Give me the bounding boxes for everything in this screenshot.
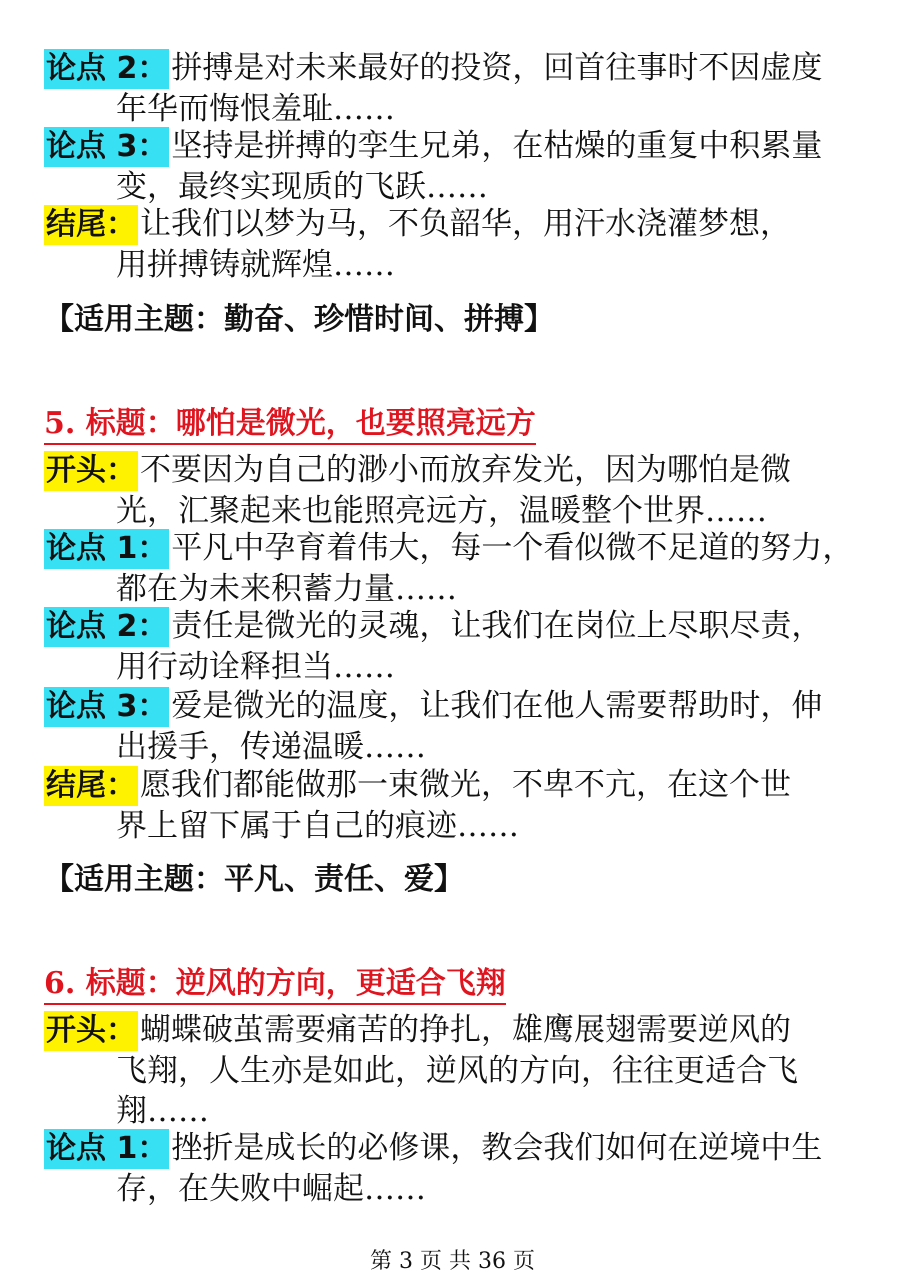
- argument-tag: 论点 3：: [44, 687, 169, 727]
- opening-entry: [44, 450, 864, 531]
- entry-continuation: 用行动诠释担当……: [116, 649, 395, 685]
- entry-continuation: 年华而悔恨羞耻……: [116, 91, 395, 127]
- entry-first-line: [44, 765, 864, 806]
- entry-continuation: 光，汇聚起来也能照亮远方，温暖整个世界……: [116, 493, 767, 529]
- ending-entry: [44, 204, 864, 285]
- section-title-text: 6. 标题：逆风的方向，更适合飞翔: [44, 966, 506, 1001]
- entry-text: 蝴蝶破茧需要痛苦的挣扎，雄鹰展翅需要逆风的: [140, 1012, 791, 1048]
- opening-tag: 开头：: [44, 1011, 138, 1051]
- entry-text: 愿我们都能做那一束微光，不卑不亢，在这个世: [140, 767, 791, 803]
- entry-continuation: 用拼搏铸就辉煌……: [116, 247, 395, 283]
- argument-1-entry: [44, 1128, 864, 1209]
- section-title: [44, 405, 536, 445]
- argument-3-entry: [44, 126, 864, 207]
- entry-continuation: 存，在失败中崛起……: [116, 1171, 426, 1207]
- entry-text: 不要因为自己的渺小而放弃发光，因为哪怕是微: [140, 452, 791, 488]
- entry-first-line: [44, 48, 864, 89]
- ending-entry: [44, 765, 864, 846]
- title-underline: [44, 443, 536, 445]
- opening-tag: 开头：: [44, 451, 138, 491]
- entry-text: 让我们以梦为马，不负韶华，用汗水浇灌梦想，: [140, 206, 791, 242]
- entry-text: 坚持是拼搏的孪生兄弟，在枯燥的重复中积累量: [171, 128, 823, 164]
- applicable-theme: 【适用主题：勤奋、珍惜时间、拼搏】: [44, 302, 554, 337]
- entry-continuation: 变，最终实现质的飞跃……: [116, 169, 488, 205]
- entry-first-line: [44, 1010, 864, 1051]
- entry-first-line: [44, 686, 864, 727]
- section-title: [44, 965, 506, 1005]
- entry-first-line: [44, 606, 864, 647]
- entry-continuation: 飞翔，人生亦是如此，逆风的方向，往往更适合飞: [116, 1053, 798, 1089]
- argument-1-entry: [44, 528, 864, 609]
- entry-first-line: [44, 1128, 864, 1169]
- argument-tag: 论点 2：: [44, 607, 169, 647]
- argument-tag: 论点 1：: [44, 529, 169, 569]
- entry-continuation: 界上留下属于自己的痕迹……: [116, 808, 519, 844]
- argument-2-entry: [44, 606, 864, 687]
- argument-tag: 论点 3：: [44, 127, 169, 167]
- entry-first-line: [44, 204, 864, 245]
- entry-continuation: 出援手，传递温暖……: [116, 729, 426, 765]
- entry-continuation: 翔……: [116, 1093, 209, 1129]
- entry-text: 挫折是成长的必修课，教会我们如何在逆境中生: [171, 1130, 823, 1166]
- entry-continuation: 都在为未来积蓄力量……: [116, 571, 457, 607]
- argument-tag: 论点 1：: [44, 1129, 169, 1169]
- argument-tag: 论点 2：: [44, 49, 169, 89]
- applicable-theme: 【适用主题：平凡、责任、爱】: [44, 862, 464, 897]
- argument-3-entry: [44, 686, 864, 767]
- entry-text: 平凡中孕育着伟大，每一个看似微不足道的努力，: [171, 530, 854, 566]
- ending-tag: 结尾：: [44, 205, 138, 245]
- page-footer: 第 3 页 共 36 页: [370, 1249, 535, 1274]
- entry-first-line: [44, 450, 864, 491]
- entry-text: 拼搏是对未来最好的投资，回首往事时不因虚度: [171, 50, 823, 86]
- entry-first-line: [44, 528, 864, 569]
- section-title-text: 5. 标题：哪怕是微光，也要照亮远方: [44, 406, 536, 441]
- title-underline: [44, 1003, 506, 1005]
- entry-text: 责任是微光的灵魂，让我们在岗位上尽职尽责，: [171, 608, 823, 644]
- entry-text: 爱是微光的温度，让我们在他人需要帮助时，伸: [171, 688, 823, 724]
- entry-first-line: [44, 126, 864, 167]
- opening-entry: [44, 1010, 864, 1131]
- ending-tag: 结尾：: [44, 766, 138, 806]
- argument-2-entry: [44, 48, 864, 129]
